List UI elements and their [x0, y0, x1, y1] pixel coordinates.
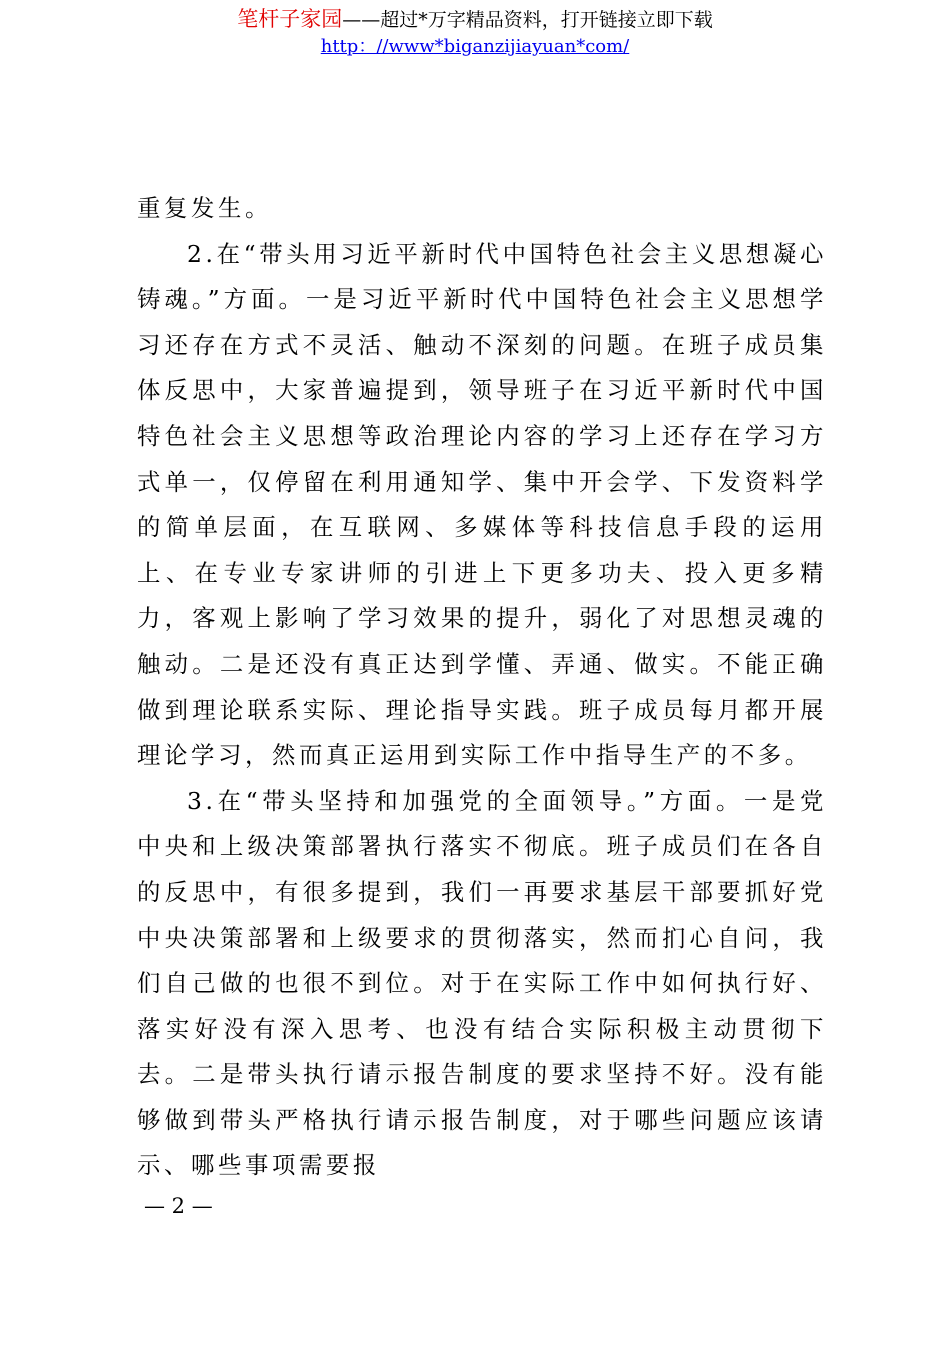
header-link-row	[0, 35, 950, 59]
brand-name: 笔杆子家园	[237, 7, 343, 31]
paragraph-2: 2.在“带头用习近平新时代中国特色社会主义思想凝心铸魂。”方面。一是习近平新时代中国特色社会主义思想学习还存在方式不灵活、触动不深刻的问题。在班子成员集体反思中，大家普遍提到，领导班子在习近平新时代中国特色社会主义思想等政治理论内容的学习上还存在学习方式单一，仅停留在利用通知学、集中开会学、下发资料学的简单层面，在互联网、多媒体等科技信息手段的运用上、在专业专家讲师的引进上下更多功夫、投入更多精力，客观上影响了学习效果的提升，弱化了对思想灵魂的触动。二是还没有真正达到学懂、弄通、做实。不能正确做到理论联系实际、理论指导实践。班子成员每月都开展理论学习，然而真正运用到实际工作中指导生产的不多。	[137, 239, 827, 770]
page-header	[0, 6, 950, 59]
document-body	[137, 186, 827, 1189]
header-banner	[0, 6, 950, 33]
paragraph-continued: 重复发生。	[137, 194, 272, 222]
paragraph-3: 3.在“带头坚持和加强党的全面领导。”方面。一是党中央和上级决策部署执行落实不彻底。班子成员们在各自的反思中，有很多提到，我们一再要求基层干部要抓好党中央决策部署和上级要求的贯彻落实，然而扪心自问，我们自己做的也很不到位。对于在实际工作中如何执行好、落实好没有深入思考、也没有结合实际积极主动贯彻下去。二是带头执行请示报告制度的要求坚持不好。没有能够做到带头严格执行请示报告制度，对于哪些问题应该请示、哪些事项需要报	[137, 786, 827, 1180]
header-tagline: ——超过*万字精品资料，打开链接立即下载	[342, 9, 713, 31]
site-link[interactable]: http：//www*biganzijiayuan*com/	[320, 36, 630, 57]
page-number: — 2 —	[144, 1194, 213, 1218]
